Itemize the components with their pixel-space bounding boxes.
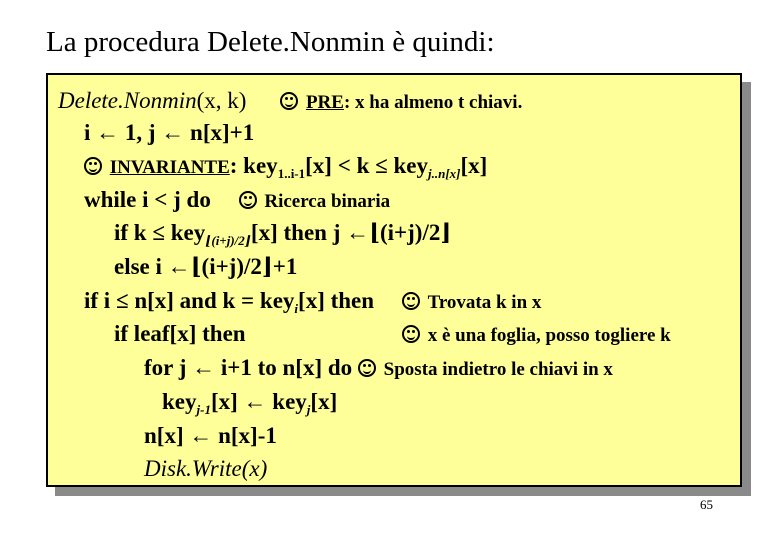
line-if-found: if i ≤ n[x] and k = key$_i$[x] then Trovata k in x [84, 288, 542, 316]
line-else: else i ←⌊(i+j)/2⌋+1 [114, 254, 298, 279]
line-if-leaf: if leaf[x] then [114, 321, 246, 346]
line-shift: key$_{j-1}$[x] ← key$_j$[x] [162, 389, 338, 417]
pen-pointer-icon [402, 325, 420, 343]
slide-title: La procedura Delete.Nonmin è quindi: [46, 26, 495, 58]
line-decrement: n[x] ← n[x]-1 [144, 423, 277, 448]
pen-pointer-icon [358, 359, 376, 377]
pen-pointer-icon [402, 292, 420, 310]
code-box [46, 73, 742, 487]
line-disk-write: Disk.Write(x) [144, 456, 268, 481]
pen-pointer-icon [280, 92, 298, 110]
line-for: for j ← i+1 to n[x] do Sposta indietro le chiavi in x [144, 355, 613, 380]
pen-pointer-icon [84, 157, 102, 175]
page-number: 65 [700, 497, 713, 512]
line-if-leaf-comment: x è una foglia, posso togliere k [402, 320, 671, 350]
line-while: while i < j do Ricerca binaria [84, 187, 391, 212]
line-if-key: if k ≤ key$_{⌊(i+j)/2⌋}$[x] then j ←⌊(i+j)/2⌋ [114, 220, 452, 248]
line-init: i ← 1, j ← n[x]+1 [84, 120, 255, 145]
line-signature: Delete.Nonmin(x, k) PRE: x ha almeno t chiavi. [58, 88, 523, 113]
line-invariant: INVARIANTE: key$_{1..i-1}$[x] < k ≤ key$_{j..n[x]}$[x] [84, 152, 487, 188]
pen-pointer-icon [239, 191, 257, 209]
